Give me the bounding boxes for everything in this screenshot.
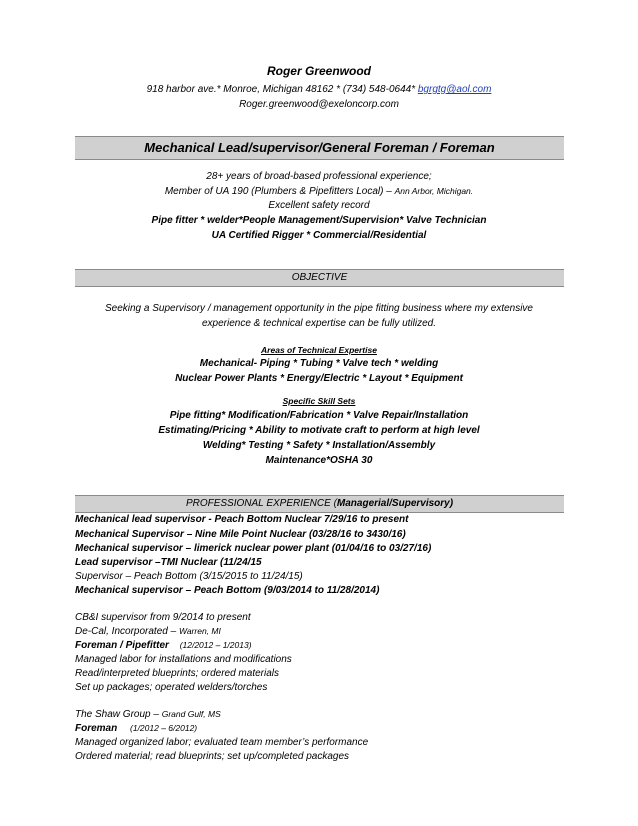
foreman1-dates: (12/2012 – 1/2013) — [179, 640, 252, 650]
email-link[interactable]: bgrgtg@aol.com — [417, 84, 492, 95]
skills-line-2: Estimating/Pricing * Ability to motivate craft to perform at high level — [158, 425, 480, 436]
areas-heading-text: Areas of Technical Expertise — [261, 345, 377, 355]
shaw-line — [75, 709, 221, 720]
foreman2-duty-2: Ordered material; read blueprints; set up/completed packages — [75, 751, 350, 762]
objective-line-1: Seeking a Supervisory / management opportunity in the pipe fitting business where my extensive — [104, 303, 533, 314]
role-3: Mechanical supervisor – limerick nuclear power plant (01/04/16 to 03/27/16) — [75, 543, 432, 554]
foreman1-title: Foreman / Pipefitter — [75, 640, 169, 651]
role-5: Supervisor – Peach Bottom (3/15/2015 to 11/24/15) — [75, 571, 303, 582]
decal-line — [75, 626, 221, 637]
areas-line-2: Nuclear Power Plants * Energy/Electric * Layout * Equipment — [175, 373, 463, 384]
role-6: Mechanical supervisor – Peach Bottom (9/03/2014 to 11/28/2014) — [75, 585, 380, 596]
cbi-line: CB&I supervisor from 9/2014 to present — [75, 612, 251, 623]
areas-heading — [0, 345, 638, 356]
address-text: 918 harbor ave.* Monroe, Michigan 48162 * (734) 548-0644* — [146, 84, 416, 95]
summary-line-5: UA Certified Rigger * Commercial/Residential — [211, 230, 427, 241]
skills-line-1: Pipe fitting* Modification/Fabrication * Valve Repair/Installation — [169, 410, 469, 421]
experience-heading — [75, 495, 564, 513]
skills-heading-text: Specific Skill Sets — [282, 396, 356, 406]
title-bar: Mechanical Lead/supervisor/General Foreman / Foreman — [75, 136, 564, 160]
role-4: Lead supervisor –TMI Nuclear (11/24/15 — [75, 557, 262, 568]
foreman2-line — [75, 723, 197, 734]
shaw-company: The Shaw Group – — [75, 709, 159, 720]
skills-heading — [0, 396, 638, 407]
summary-line-2 — [0, 186, 638, 197]
areas-line-1: Mechanical- Piping * Tubing * Valve tech * welding — [199, 358, 439, 369]
shaw-location: Grand Gulf, MS — [161, 709, 221, 719]
experience-heading-main: PROFESSIONAL EXPERIENCE ( — [185, 498, 337, 509]
union-membership: Member of UA 190 (Plumbers & Pipefitters Local) – — [164, 186, 392, 197]
objective-line-2: experience & technical expertise can be fully utilized. — [201, 318, 437, 329]
candidate-name: Roger Greenwood — [266, 64, 371, 78]
role-1: Mechanical lead supervisor - Peach Bottom Nuclear 7/29/16 to present — [75, 514, 409, 525]
experience-heading-bold: Managerial/Supervisory) — [336, 498, 454, 509]
foreman2-title: Foreman — [75, 723, 118, 734]
foreman2-dates: (1/2012 – 6/2012) — [130, 723, 198, 733]
foreman2-duty-1: Managed organized labor; evaluated team member’s performance — [75, 737, 369, 748]
skills-line-4: Maintenance*OSHA 30 — [265, 455, 373, 466]
summary-line-1: 28+ years of broad-based professional experience; — [206, 171, 432, 182]
foreman1-duty-1: Managed labor for installations and modifications — [75, 654, 292, 665]
decal-company: De-Cal, Incorporated – — [75, 626, 177, 637]
contact-address — [0, 84, 638, 95]
role-2: Mechanical Supervisor – Nine Mile Point Nuclear (03/28/16 to 3430/16) — [75, 529, 406, 540]
foreman1-line — [75, 640, 252, 651]
objective-heading: OBJECTIVE — [75, 269, 564, 287]
skills-line-3: Welding* Testing * Safety * Installation/Assembly — [202, 440, 436, 451]
foreman1-duty-3: Set up packages; operated welders/torches — [75, 682, 268, 693]
summary-line-4: Pipe fitter * welder*People Management/Supervision* Valve Technician — [151, 215, 487, 226]
decal-location: Warren, MI — [178, 626, 221, 636]
summary-line-3: Excellent safety record — [268, 200, 370, 211]
union-location: Ann Arbor, Michigan. — [394, 186, 474, 196]
secondary-email: Roger.greenwood@exeloncorp.com — [239, 99, 399, 110]
foreman1-duty-2: Read/interpreted blueprints; ordered materials — [75, 668, 279, 679]
